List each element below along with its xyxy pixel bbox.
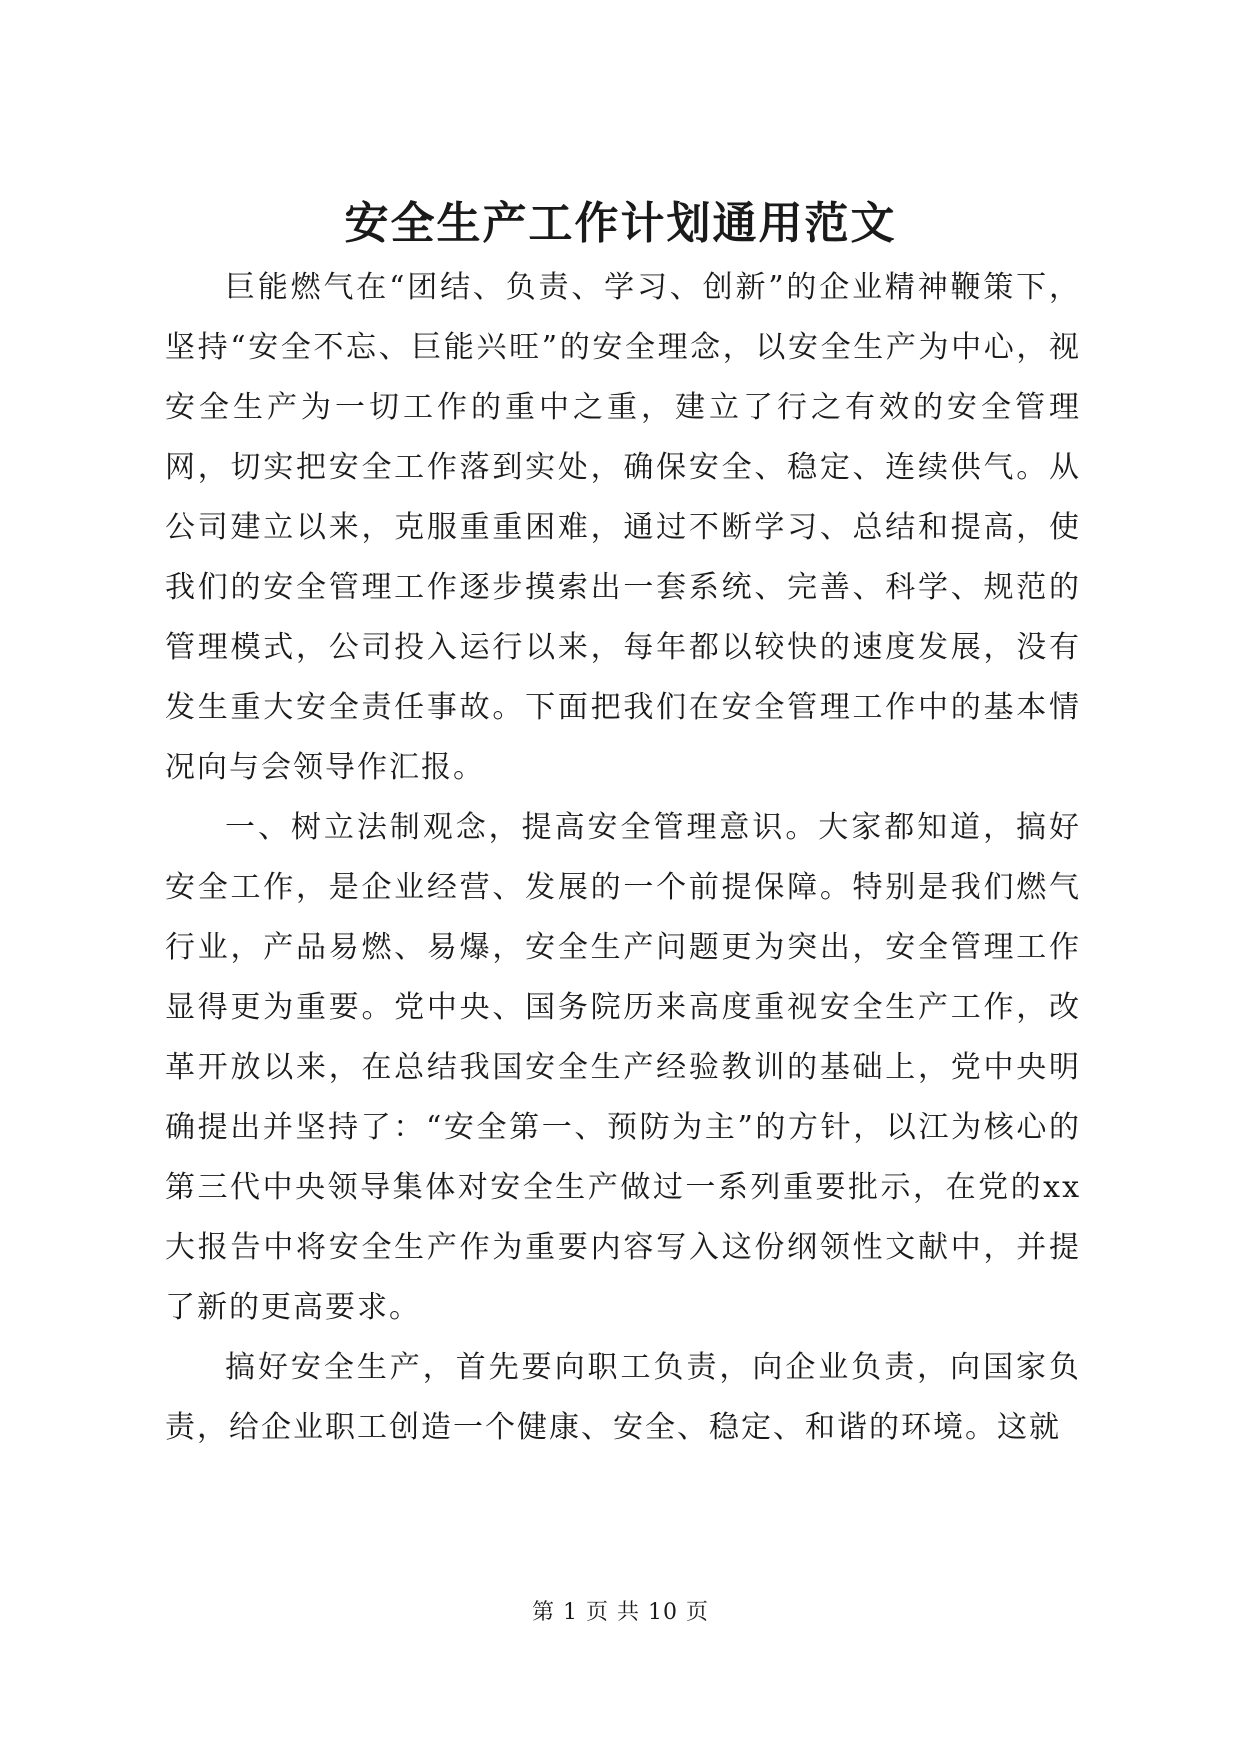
paragraph-3: 搞好安全生产，首先要向职工负责，向企业负责，向国家负责，给企业职工创造一个健康、安全、稳定、和谐的环境。这就 [165, 1350, 1081, 1445]
document-body [165, 258, 1081, 1458]
page-footer: 第 1 页 共 10 页 [532, 1600, 709, 1625]
paragraph-1: 巨能燃气在“团结、负责、学习、创新”的企业精神鞭策下，坚持“安全不忘、巨能兴旺”的安全理念，以安全生产为中心，视安全生产为一切工作的重中之重，建立了行之有效的安全管理网，切实把安全工作落到实处，确保安全、稳定、连续供气。从公司建立以来，克服重重困难，通过不断学习、总结和提高，使我们的安全管理工作逐步摸索出一套系统、完善、科学、规范的管理模式，公司投入运行以来，每年都以较快的速度发展，没有发生重大安全责任事故。下面把我们在安全管理工作中的基本情况向与会领导作汇报。 [165, 270, 1081, 785]
document-title: 安全生产工作计划通用范文 [344, 198, 897, 249]
paragraph-2: 一、树立法制观念，提高安全管理意识。大家都知道，搞好安全工作，是企业经营、发展的一个前提保障。特别是我们燃气行业，产品易燃、易爆，安全生产问题更为突出，安全管理工作显得更为重要。党中央、国务院历来高度重视安全生产工作，改革开放以来，在总结我国安全生产经验教训的基础上，党中央明确提出并坚持了：“安全第一、预防为主”的方针，以江为核心的第三代中央领导集体对安全生产做过一系列重要批示，在党的xx大报告中将安全生产作为重要内容写入这份纲领性文献中，并提了新的更高要求。 [165, 810, 1081, 1325]
